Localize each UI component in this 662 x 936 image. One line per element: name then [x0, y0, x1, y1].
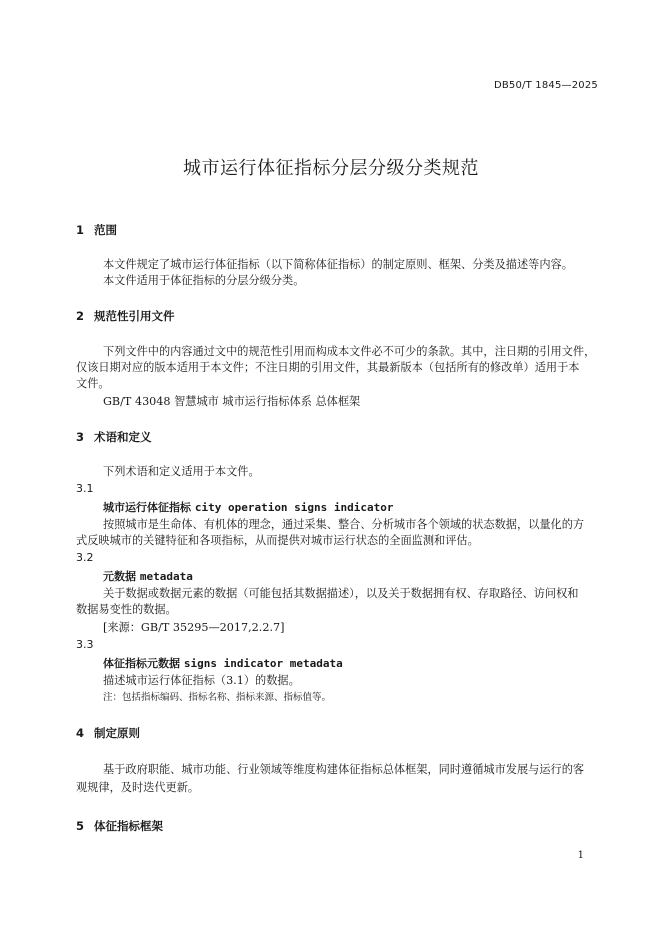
paragraph-line: 基于政府职能、城市功能、行业领域等维度构建体征指标总体框架，同时遵循城市发展与运行的客: [103, 763, 585, 776]
section-5-heading: [76, 818, 163, 834]
section-4-heading: [76, 725, 140, 741]
normative-reference: GB/T 43048 智慧城市 城市运行指标体系 总体框架: [103, 395, 361, 408]
term-chinese: 城市运行体征指标: [103, 501, 191, 514]
section-number: 4: [76, 726, 85, 740]
term-english: city operation signs indicator: [194, 501, 394, 514]
paragraph: 本文件适用于体征指标的分层分级分类。: [103, 274, 305, 287]
section-3-heading: [76, 429, 152, 445]
section-number: 2: [76, 309, 85, 323]
paragraph: 下列术语和定义适用于本文件。: [103, 465, 260, 478]
section-title: 制定原则: [94, 726, 140, 740]
paragraph-line: 文件。: [76, 377, 110, 390]
term-definition-line: 式反映城市的关键特征和各项指标，从而提供对城市运行状态的全面监测和评估。: [76, 534, 479, 547]
term-number: 3.1: [76, 482, 94, 495]
term-source: [来源：GB/T 35295—2017,2.2.7]: [103, 621, 285, 634]
section-title: 体征指标框架: [94, 819, 163, 833]
section-title: 规范性引用文件: [94, 309, 175, 323]
paragraph-line: 观规律，及时迭代更新。: [76, 781, 200, 794]
paragraph: 本文件规定了城市运行体征指标（以下简称体征指标）的制定原则、框架、分类及描述等内容。: [103, 258, 573, 271]
term-chinese: 体征指标元数据: [103, 657, 180, 670]
section-number: 5: [76, 819, 85, 833]
term-chinese: 元数据: [103, 570, 136, 583]
term-definition: 描述城市运行体征指标（3.1）的数据。: [103, 674, 300, 687]
section-2-heading: [76, 308, 175, 324]
document-title: 城市运行体征指标分层分级分类规范: [183, 158, 479, 179]
paragraph-line: 下列文件中的内容通过文中的规范性引用而构成本文件必不可少的条款。其中，注日期的引用文件，: [103, 345, 596, 358]
term-english: signs indicator metadata: [183, 657, 343, 670]
section-1-heading: [76, 222, 117, 238]
term-heading: [103, 655, 343, 671]
term-definition-line: 关于数据或数据元素的数据（可能包括其数据描述），以及关于数据拥有权、存取路径、访问权和: [103, 587, 579, 600]
term-note: 注：包括指标编码、指标名称、指标来源、指标值等。: [103, 692, 332, 703]
section-title: 术语和定义: [94, 430, 152, 444]
section-number: 1: [76, 223, 85, 237]
term-heading: [103, 499, 394, 515]
paragraph-line: 仅该日期对应的版本适用于本文件；不注日期的引用文件，其最新版本（包括所有的修改单）适用于本: [76, 361, 580, 374]
term-number: 3.3: [76, 638, 94, 651]
term-definition-line: 数据易变性的数据。: [76, 603, 177, 616]
term-heading: [103, 568, 193, 584]
term-definition-line: 按照城市是生命体、有机体的理念，通过采集、整合、分析城市各个领域的状态数据，以量化的方: [103, 518, 585, 531]
page-number: 1: [577, 850, 584, 861]
section-number: 3: [76, 430, 85, 444]
section-title: 范围: [94, 223, 117, 237]
document-number: DB50/T 1845—2025: [493, 80, 598, 91]
term-english: metadata: [139, 570, 193, 583]
term-number: 3.2: [76, 551, 94, 564]
